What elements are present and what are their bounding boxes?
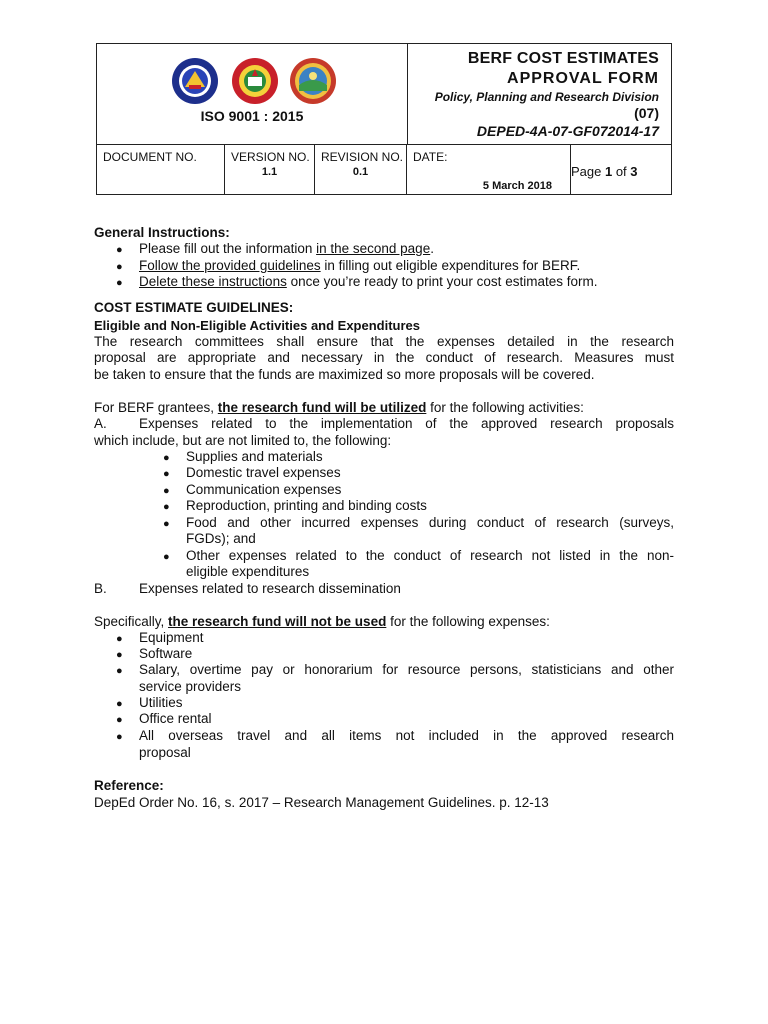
logo-cell	[97, 44, 408, 144]
bullet-icon: ●	[163, 518, 170, 530]
version-value: 1.1	[261, 166, 278, 178]
grantees-line	[94, 400, 584, 417]
bullet-icon: ●	[116, 244, 123, 256]
grantees-text: for the following activities:	[426, 400, 584, 415]
non-eligible-item: Office rental	[139, 711, 212, 726]
date-label: DATE:	[413, 150, 448, 164]
guidelines-para-line: The research committees shall ensure that the expenses detailed in the research	[94, 334, 674, 349]
guidelines-para-line: be taken to ensure that the funds are maximized so more proposals will be covered.	[94, 367, 595, 382]
bullet-icon: ●	[116, 261, 123, 273]
page-prefix: Page	[571, 164, 605, 179]
item-a-text-cont: which include, but are not limited to, the following:	[94, 433, 392, 448]
instruction-text: Please fill out the information	[139, 241, 317, 256]
header-meta-row	[97, 145, 671, 194]
revision-label: REVISION NO.	[321, 150, 404, 164]
non-eligible-item: Utilities	[139, 695, 183, 710]
form-header-table	[96, 43, 672, 195]
form-code: DEPED-4A-07-GF072014-17	[476, 123, 659, 139]
specifically-text: for the following expenses:	[386, 614, 550, 629]
instruction-item	[139, 241, 434, 258]
form-title-line2: APPROVAL FORM	[507, 70, 659, 87]
page-of: of	[612, 164, 631, 179]
eligible-item: Other expenses related to the conduct of research not listed in the non-	[186, 548, 674, 563]
division-seal-logo	[289, 57, 337, 105]
instruction-item	[139, 258, 580, 275]
item-a-text: Expenses related to the implementation of the approved research proposals	[139, 416, 674, 431]
specifically-text: Specifically,	[94, 614, 169, 629]
grantees-text: For BERF grantees,	[94, 400, 218, 415]
guidelines-heading: COST ESTIMATE GUIDELINES:	[94, 300, 294, 315]
item-b-label: B.	[94, 581, 107, 596]
non-eligible-item: Salary, overtime pay or honorarium for resource persons, statisticians and other	[139, 662, 674, 677]
bullet-icon: ●	[163, 501, 170, 513]
eligible-item: Domestic travel expenses	[186, 465, 341, 480]
instruction-text: .	[430, 241, 434, 256]
eligible-item: Supplies and materials	[186, 449, 323, 464]
general-instructions-heading: General Instructions:	[94, 225, 230, 240]
instruction-link: Follow the provided guidelines	[139, 258, 321, 273]
version-label: VERSION NO.	[231, 150, 310, 164]
bullet-icon: ●	[116, 714, 123, 726]
revision-cell	[315, 145, 407, 194]
instruction-link: Delete these instructions	[139, 274, 287, 289]
bullet-icon: ●	[163, 468, 170, 480]
instruction-text: once you’re ready to print your cost estimates form.	[286, 274, 598, 289]
date-value: 5 March 2018	[482, 180, 552, 192]
bullet-icon: ●	[163, 485, 170, 497]
form-title-line1: BERF COST ESTIMATES	[467, 50, 659, 67]
eligible-item: Communication expenses	[186, 482, 342, 497]
bullet-icon: ●	[163, 551, 170, 563]
page-number-cell	[571, 145, 671, 194]
logo-group	[171, 57, 341, 107]
division-code: (07)	[634, 105, 659, 121]
bullet-icon: ●	[116, 277, 123, 289]
iso-label: ISO 9001 : 2015	[200, 108, 304, 124]
instruction-text: in filling out eligible expenditures for BERF.	[320, 258, 581, 273]
page-total: 3	[630, 164, 638, 179]
eligible-item: Food and other incurred expenses during conduct of research (surveys,	[186, 515, 674, 530]
title-cell	[408, 44, 671, 144]
eligible-item-cont: FGDs); and	[186, 531, 256, 546]
bullet-icon: ●	[116, 698, 123, 710]
instruction-link: in the second page	[316, 241, 431, 256]
non-eligible-item-cont: proposal	[139, 745, 191, 760]
version-cell	[225, 145, 315, 194]
non-eligible-item-cont: service providers	[139, 679, 242, 694]
division-name: Policy, Planning and Research Division	[434, 90, 659, 104]
specifically-emphasis: the research fund will not be used	[168, 614, 387, 629]
revision-value: 0.1	[352, 166, 369, 178]
bullet-icon: ●	[116, 731, 123, 743]
date-cell	[407, 145, 571, 194]
deped-seal-logo	[171, 57, 219, 105]
header-top-row	[97, 44, 671, 145]
guidelines-subheading: Eligible and Non-Eligible Activities and Expenditures	[94, 318, 421, 333]
document-no-label: DOCUMENT NO.	[103, 150, 197, 164]
non-eligible-item: Equipment	[139, 630, 204, 645]
item-a-label: A.	[94, 416, 107, 431]
guidelines-para-line: proposal are appropriate and necessary in the conduct of research. Measures must	[94, 350, 674, 365]
non-eligible-item: Software	[139, 646, 193, 661]
instruction-item	[139, 274, 597, 291]
non-eligible-item: All overseas travel and all items not included in the approved research	[139, 728, 674, 743]
bullet-icon: ●	[116, 633, 123, 645]
item-b-text: Expenses related to research dissemination	[139, 581, 401, 596]
page-current: 1	[604, 164, 613, 179]
specifically-line	[94, 614, 550, 631]
region-seal-logo	[231, 57, 279, 105]
grantees-emphasis: the research fund will be utilized	[217, 400, 427, 415]
page-number	[571, 164, 638, 179]
eligible-item: Reproduction, printing and binding costs	[186, 498, 427, 513]
bullet-icon: ●	[116, 665, 123, 677]
reference-heading: Reference:	[94, 778, 164, 793]
bullet-icon: ●	[163, 452, 170, 464]
reference-text: DepEd Order No. 16, s. 2017 – Research Management Guidelines. p. 12-13	[94, 795, 549, 810]
document-no-cell	[97, 145, 225, 194]
bullet-icon: ●	[116, 649, 123, 661]
eligible-item-cont: eligible expenditures	[186, 564, 310, 579]
